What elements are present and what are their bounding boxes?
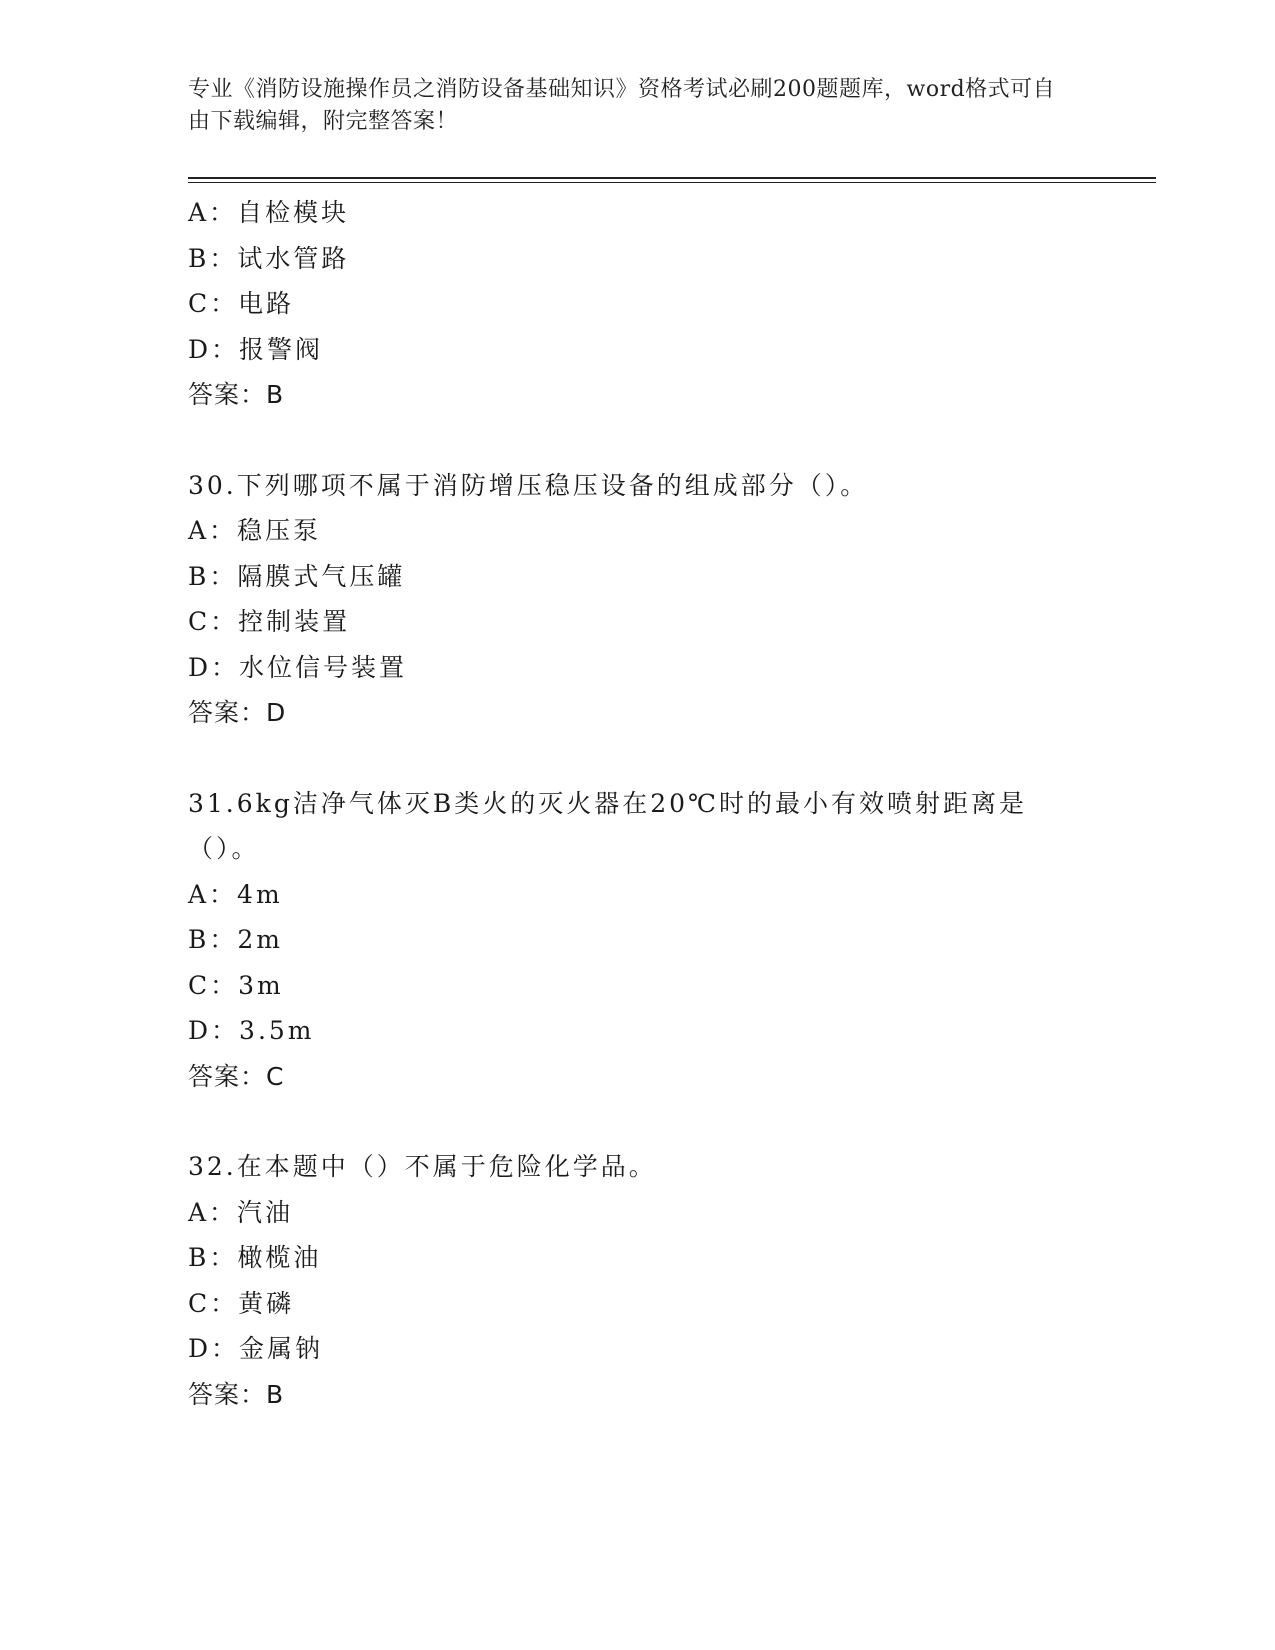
option-c: C：3m xyxy=(188,970,284,1000)
spacer xyxy=(188,1099,1088,1144)
answer-line: 答案：B xyxy=(188,1379,285,1409)
option-a: A：汽油 xyxy=(188,1197,294,1227)
option-a: A：自检模块 xyxy=(188,198,350,227)
option-d: D：水位信号装置 xyxy=(188,652,408,682)
option-c: C：控制装置 xyxy=(188,607,351,636)
question-text: 32.在本题中（）不属于危险化学品。 xyxy=(188,1152,657,1181)
answer-line: 答案：C xyxy=(188,1061,285,1091)
header-divider-thin xyxy=(188,182,1156,183)
option-c: C：黄磷 xyxy=(188,1288,295,1318)
question-block-31 xyxy=(188,781,1088,1100)
option-d: D：报警阀 xyxy=(188,334,324,364)
option-a: A：稳压泵 xyxy=(188,516,322,545)
spacer xyxy=(188,736,1088,781)
question-list xyxy=(188,190,1088,1417)
option-a: A：4m xyxy=(188,879,283,909)
question-block-32 xyxy=(188,1144,1088,1417)
header-divider-thick xyxy=(188,177,1156,179)
option-b: B：2m xyxy=(188,925,283,954)
question-block-30 xyxy=(188,463,1088,736)
option-b: B：试水管路 xyxy=(188,243,350,273)
option-d: D：金属钠 xyxy=(188,1334,324,1363)
question-text: 30.下列哪项不属于消防增压稳压设备的组成部分（）。 xyxy=(188,470,869,500)
answer-line: 答案：B xyxy=(188,380,285,409)
option-d: D：3.5m xyxy=(188,1016,315,1045)
option-b: B：隔膜式气压罐 xyxy=(188,561,406,591)
option-c: C：电路 xyxy=(188,289,295,318)
spacer xyxy=(188,418,1088,463)
option-b: B：橄榄油 xyxy=(188,1243,322,1272)
question-text: 31.6kg洁净气体灭B类火的灭火器在20℃时的最小有效喷射距离是（）。 xyxy=(188,788,1027,863)
question-block-29 xyxy=(188,190,1088,418)
document-header: 专业《消防设施操作员之消防设备基础知识》资格考试必刷200题题库，word格式可自由下载编辑，附完整答案！ xyxy=(188,77,1056,134)
answer-line: 答案：D xyxy=(188,698,287,727)
